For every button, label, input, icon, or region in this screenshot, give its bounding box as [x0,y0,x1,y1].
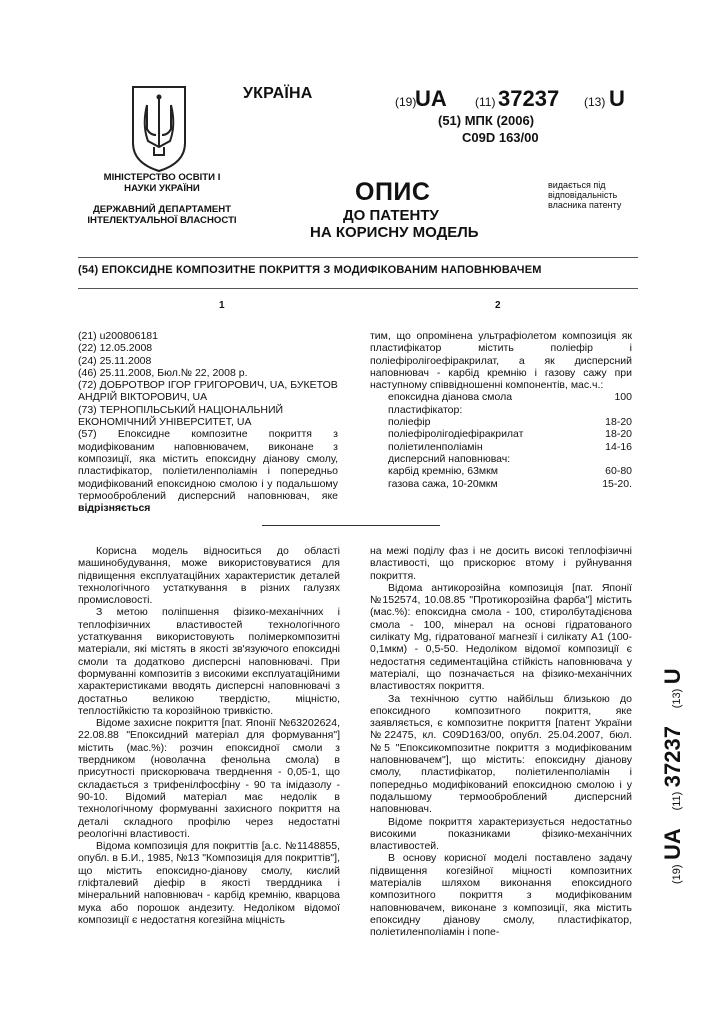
component-name: поліефір [388,416,431,429]
divider-title [78,288,638,289]
paragraph: на межі поділу фаз і не досить високі теплофізичні властивості, що прискорює втому і руйнування покриття. [370,545,632,582]
component-value: 14-16 [605,440,632,453]
component-value: 100 [614,391,632,404]
side-country-code: UA [660,828,685,860]
paragraph: З метою поліпшення фізико-механічних і теплофізичних властивостей технологічного устаткування використовують полімеркомпозитні матеріали, які містять в якості зв'язуючого епоксидні смоли та додатково дисперсні наповнювачі. При формуванні композитів з високими експлуатаційними характеристиками вводять дисперсні наповнювачі з достатньо великою твердістю, міцністю, теплостійкістю та корозійною тривкістю. [78,606,340,717]
side-document-kind: U [660,668,685,685]
component-value: 60-80 [605,465,632,478]
document-subtitle-1: ДО ПАТЕНТУ [343,207,439,224]
paragraph: В основу корисної моделі поставлено задачу підвищення когезійної міцності композитних матеріалів шляхом виконання епоксидного композитного покриття з модифікованим наповнювачем, виконане з композиції, яка містить епоксидну діанову смолу, пластифікатор, поліетиленполіамін і попе- [370,852,632,939]
field-22: (22) 12.05.2008 [78,342,153,355]
ministry-name: МІНІСТЕРСТВО ОСВІТИ І НАУКИ УКРАЇНИ [103,172,221,194]
component-name: пластифікатор: [388,403,463,416]
composition-row [370,404,632,416]
invention-title: (54) ЕПОКСИДНЕ КОМПОЗИТНЕ ПОКРИТТЯ З МОДИФІКОВАНИМ НАПОВНЮВАЧЕМ [78,264,542,276]
department-name: ДЕРЖАВНИЙ ДЕПАРТАМЕНТ ІНТЕЛЕКТУАЛЬНОЇ ВЛАСНОСТІ [87,204,237,226]
divider-top [78,257,638,258]
issued-note: видається під відповідальність власника патенту [548,180,622,210]
component-value: 15-20. [602,477,632,490]
paragraph: Відома композиція для покриттів [а.с. №1148855, опубл. в Б.И., 1985, №13 "Композиція для покриттів"], що містить епоксидно-діанову смолу, кислий гліфталевий діефір в якості тверддника і мінеральний наповнювач - карбід кремнію, кварцова мука або порошок андезиту. Недоліком відомої композиції є недостатня когезійна міцність [78,840,340,926]
field-57 [78,428,338,514]
bibliographic-data [78,330,338,514]
coat-of-arms-emblem [130,85,188,173]
description-column-right [370,545,632,939]
document-number: 37237 [498,86,560,111]
component-name: дисперсний наповнювач: [388,452,511,465]
composition-row [370,416,632,428]
field-46: (46) 25.11.2008, Бюл.№ 22, 2008 р. [78,366,248,379]
ipc-code: C09D 163/00 [462,130,539,145]
field-24: (24) 25.11.2008 [78,354,152,367]
column-number-1: 1 [219,300,225,311]
composition-row [370,428,632,440]
paragraph: Відоме захисне покриття [пат. Японії №63202624, 22.08.88 "Епоксидний матеріал для формування"] містить (мас.%): розчин епоксидної смоли з твердником (новолачна фенольна смола) в присутності прискорювача тверднення - 0,05-1, що складається з трифенілфосфіну - 90 та імідазолу - 90-10. Відомий матеріал має недолік в технологічному формуванні захисного покриття на деталі складного профілю через недостатні реологічні властивості. [78,717,340,840]
composition-row [370,391,632,403]
side-document-number: 37237 [660,726,685,788]
component-value: 18-20 [605,416,632,429]
component-name: поліетиленполіамін [388,440,483,453]
description-column-left [78,545,340,926]
field-21: (21) u200806181 [78,330,158,342]
composition-row [370,478,632,490]
ipc-line: (51) МПК (2006) [438,113,535,128]
side-code-11: (11) [671,791,683,811]
claim-continuation-block [370,330,632,490]
separator-line [262,525,440,526]
code-13: (13) [584,95,606,109]
claim-keyword: відрізняється [78,502,151,515]
composition-row [370,465,632,477]
claim-text: (57) Епоксидне композитне покриття з модифікованим наповнювачем, виконане з композиції, яка містить епоксидну діанову смолу, пластифікатор, поліетиленполіамін і попередньо модифікований епоксидною смолою і у подальшому термооброблений дисперсний наповнювач, яке [78,428,338,502]
paragraph: Корисна модель відноситься до області машинобудування, може використовуватися для підвищення експлуатаційних характеристик деталей технологічного устаткування в різних галузях промисловості. [78,545,340,607]
component-name: карбід кремнію, 63мкм [388,465,498,478]
document-title: ОПИС [355,178,431,206]
composition-table [370,391,632,489]
document-kind: U [609,86,625,111]
composition-row [370,453,632,465]
code-19: (19) [395,95,417,109]
field-72: (72) ДОБРОТВОР ІГОР ГРИГОРОВИЧ, UA, БУКЕТОВ АНДРІЙ ВІКТОРОВИЧ, UA [78,379,338,404]
column-number-2: 2 [495,300,501,311]
composition-row [370,441,632,453]
component-value [584,404,632,416]
paragraph: За технічною суттю найбільш близькою до епоксидного композитного покриття, яке заявляється, є композитне покриття [патент України №22475, кл. C09D163/00, опубл. 25.04.2007, бюл. №5 "Епоксикомпозитне покриття з модифікованим наповнювачем"], що містить: епоксидну діанову смолу, пластифікатор, поліетиленполіамін і попередньо модифікований епоксидною смолою і у подальшому термооброблений дисперсний наповнювач. [370,692,632,816]
country-code: UA [415,86,447,111]
claim-continuation: тим, що опромінена ультрафіолетом композиція як пластифікатор містить поліефір і поліефіролігоефіракрилат, а як дисперсний наповнювач - карбід кремнію і газову сажу при наступному співвідношенні компонентів, мас.ч.: [370,330,632,392]
country-name: УКРАЇНА [243,85,313,102]
component-name: газова сажа, 10-20мкм [388,477,498,490]
component-name: епоксидна діанова смола [388,391,513,404]
side-document-label [660,668,685,885]
document-subtitle-2: НА КОРИСНУ МОДЕЛЬ [310,224,479,241]
component-value [584,453,632,465]
component-value: 18-20 [605,428,632,441]
component-name: поліефіролігодіефіракрилат [388,428,524,441]
code-11: (11) [475,95,496,109]
side-code-13: (13) [671,688,683,709]
paragraph: Відоме покриття характеризується недостатньо високими показниками фізико-механічних властивостей. [370,815,632,853]
side-code-19: (19) [671,864,683,884]
field-73: (73) ТЕРНОПІЛЬСЬКИЙ НАЦІОНАЛЬНИЙ ЕКОНОМІЧНИЙ УНІВЕРСИТЕТ, UA [78,403,284,429]
paragraph: Відома антикорозійна композиція [пат. Японії №152574, 10.08.85 "Протикорозійна фарба"] містить (мас.%): епоксидна смола - 100, стиролбутадієнова смола - 100, мінерал на основі гідратованого силікату Mg, гідратованої магнезії і силікату А1 (100-0,1мкм) - 0,5-50. Недоліком відомої композиції є недостатня седиментаційна стійкість наповнювача у матеріалі, що позначається на фізико-механічних властивостях покриття. [370,581,632,693]
